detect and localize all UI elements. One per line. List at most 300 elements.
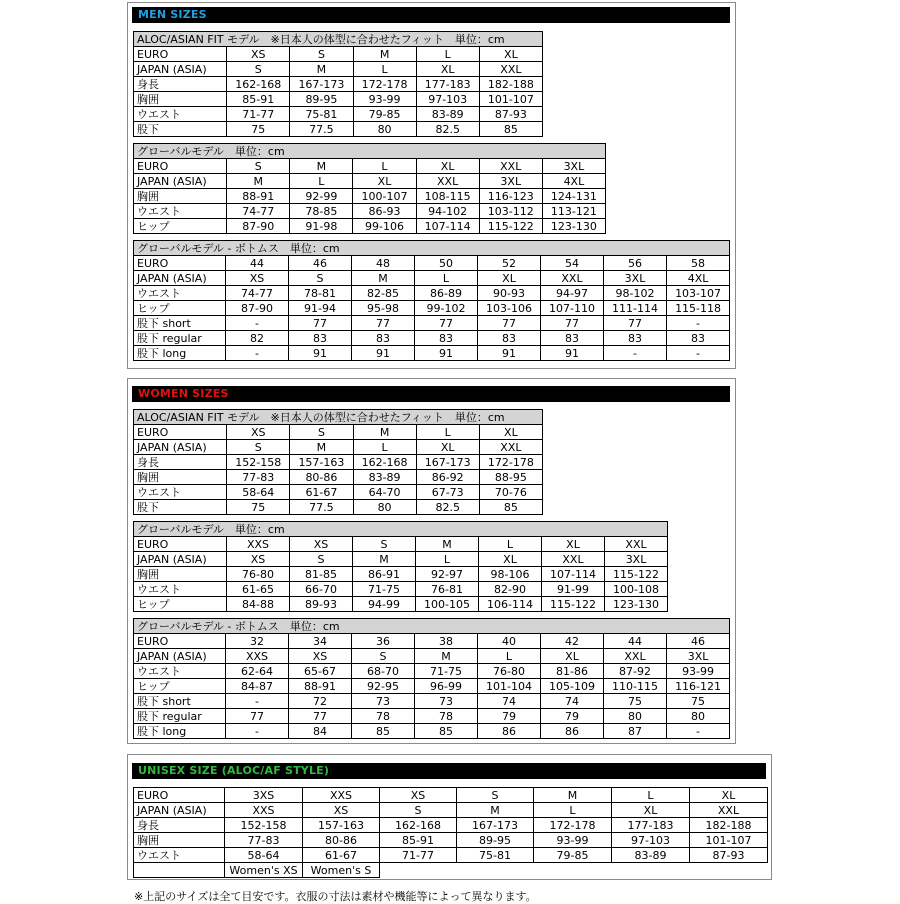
table-row (134, 709, 730, 724)
table-cell: M (416, 537, 479, 552)
table-row (134, 122, 543, 137)
row-label: JAPAN (ASIA) (134, 62, 227, 77)
table-title-row (134, 144, 606, 159)
table-cell: 68-70 (352, 664, 415, 679)
table-cell: 90-93 (478, 286, 541, 301)
table-cell: 162-168 (353, 455, 416, 470)
table-cell: 85-91 (227, 92, 290, 107)
table-cell: 89-95 (457, 833, 534, 848)
table-cell: 172-178 (479, 455, 542, 470)
table-cell: XXS (303, 788, 380, 803)
table-cell: 83 (415, 331, 478, 346)
row-label: ヒップ (134, 301, 226, 316)
table-cell: XL (353, 174, 416, 189)
table-cell: 80-86 (303, 833, 380, 848)
table-cell: 79 (541, 709, 604, 724)
row-label: 身長 (134, 818, 225, 833)
table-cell: 167-173 (457, 818, 534, 833)
table-cell: - (667, 346, 730, 361)
men-bottoms-table (133, 240, 730, 361)
table-cell: 4XL (542, 174, 605, 189)
women-aloc-table (133, 409, 543, 515)
table-cell: 111-114 (604, 301, 667, 316)
table-cell: 84-87 (226, 679, 289, 694)
table-cell: 38 (415, 634, 478, 649)
table-cell: XL (612, 803, 690, 818)
table-cell: 97-103 (612, 833, 690, 848)
table-cell: 73 (352, 694, 415, 709)
table-cell: 87-90 (227, 219, 290, 234)
women-global-table (133, 521, 668, 612)
table-cell: M (227, 174, 290, 189)
table-row (134, 455, 543, 470)
table-cell: 52 (478, 256, 541, 271)
table-cell: 91 (541, 346, 604, 361)
table-cell: 34 (289, 634, 352, 649)
row-label: 身長 (134, 455, 227, 470)
table-cell: 58 (667, 256, 730, 271)
table-title-row (134, 410, 543, 425)
table-cell: 79-85 (353, 107, 416, 122)
table-cell: 79-85 (534, 848, 612, 863)
table-cell: XS (226, 271, 289, 286)
table-cell: XXL (605, 537, 668, 552)
table-cell: 98-102 (604, 286, 667, 301)
table-row (134, 679, 730, 694)
row-label: ウエスト (134, 848, 225, 863)
table-cell: 77.5 (290, 122, 353, 137)
table-cell: 91-99 (542, 582, 605, 597)
table-row (134, 331, 730, 346)
table-cell: 172-178 (353, 77, 416, 92)
table-cell: L (416, 425, 479, 440)
table-cell: 100-108 (605, 582, 668, 597)
table-cell: 44 (604, 634, 667, 649)
table-cell: XS (290, 537, 353, 552)
table-cell: 78 (352, 709, 415, 724)
table-cell: 82.5 (416, 500, 479, 515)
table-cell: - (226, 316, 289, 331)
table-cell: S (289, 271, 352, 286)
table-title-row (134, 241, 730, 256)
table-cell: 91-98 (290, 219, 353, 234)
table-cell: 85-91 (380, 833, 457, 848)
table-cell: L (353, 159, 416, 174)
table-title: グローバルモデル 単位：cm (134, 522, 668, 537)
table-cell: 77 (226, 709, 289, 724)
table-cell: L (416, 552, 479, 567)
table-cell: 91-94 (289, 301, 352, 316)
table-cell: 71-75 (415, 664, 478, 679)
table-cell: 58-64 (227, 485, 290, 500)
table-cell: L (479, 537, 542, 552)
row-label: 胸囲 (134, 189, 227, 204)
row-label: ウエスト (134, 485, 227, 500)
table-cell: L (416, 47, 479, 62)
table-cell: 83-89 (353, 470, 416, 485)
table-cell: 80 (667, 709, 730, 724)
row-label: ヒップ (134, 679, 226, 694)
table-cell: 88-91 (227, 189, 290, 204)
table-cell: 82 (226, 331, 289, 346)
table-cell: 177-183 (612, 818, 690, 833)
table-cell: 32 (226, 634, 289, 649)
table-cell: M (415, 649, 478, 664)
table-cell: 103-112 (479, 204, 542, 219)
table-row (134, 440, 543, 455)
row-label: 胸囲 (134, 92, 227, 107)
table-cell: XS (303, 803, 380, 818)
table-cell: 91 (415, 346, 478, 361)
table-cell: 80-86 (290, 470, 353, 485)
table-cell: 92-99 (290, 189, 353, 204)
table-cell: 107-110 (541, 301, 604, 316)
table-cell: 91 (289, 346, 352, 361)
row-label: EURO (134, 47, 227, 62)
table-cell: XS (289, 649, 352, 664)
table-cell: 75 (227, 122, 290, 137)
table-cell: 105-109 (541, 679, 604, 694)
table-cell: L (353, 62, 416, 77)
table-cell: S (227, 159, 290, 174)
table-cell: 78 (415, 709, 478, 724)
table-cell: S (227, 62, 290, 77)
table-cell: 83-89 (612, 848, 690, 863)
table-cell: - (667, 316, 730, 331)
table-cell: XXL (479, 62, 542, 77)
row-label: 股下 regular (134, 709, 226, 724)
table-cell: 157-163 (290, 455, 353, 470)
table-cell: 77 (289, 316, 352, 331)
table-cell: 87-92 (604, 664, 667, 679)
table-title-row (134, 619, 730, 634)
table-cell: 107-114 (542, 567, 605, 582)
table-cell: 88-91 (289, 679, 352, 694)
table-cell: 77 (289, 709, 352, 724)
table-cell: 86-89 (415, 286, 478, 301)
table-cell: L (612, 788, 690, 803)
empty-cell (612, 863, 690, 878)
table-title: グローバルモデル 単位：cm (134, 144, 606, 159)
table-cell: XXL (541, 271, 604, 286)
table-cell: 65-67 (289, 664, 352, 679)
table-cell: XL (479, 552, 542, 567)
table-cell: 4XL (667, 271, 730, 286)
table-cell: 77 (478, 316, 541, 331)
table-cell: 96-99 (415, 679, 478, 694)
table-cell: 54 (541, 256, 604, 271)
row-label: 胸囲 (134, 833, 225, 848)
unisex-size-header: UNISEX SIZE (ALOC/AF STYLE) (132, 763, 766, 779)
men-sizes-header: MEN SIZES (132, 7, 730, 23)
table-cell: 82.5 (416, 122, 479, 137)
table-cell: 74 (478, 694, 541, 709)
table-cell: 87-90 (226, 301, 289, 316)
table-cell: M (352, 271, 415, 286)
table-cell: 74 (541, 694, 604, 709)
table-cell: 71-77 (380, 848, 457, 863)
table-cell: 62-64 (226, 664, 289, 679)
table-cell: - (226, 346, 289, 361)
table-cell: 101-107 (479, 92, 542, 107)
table-cell: 107-114 (416, 219, 479, 234)
table-cell: XL (416, 62, 479, 77)
table-cell: L (478, 649, 541, 664)
table-cell: M (290, 62, 353, 77)
table-cell: S (353, 537, 416, 552)
table-cell: 77 (415, 316, 478, 331)
table-cell: S (290, 552, 353, 567)
table-cell: 110-115 (604, 679, 667, 694)
table-row (134, 256, 730, 271)
table-cell: 81-85 (290, 567, 353, 582)
table-cell: 75-81 (457, 848, 534, 863)
table-cell: 77-83 (227, 470, 290, 485)
table-title-row (134, 522, 668, 537)
table-title: グローバルモデル - ボトムス 単位：cm (134, 619, 730, 634)
table-cell: 162-168 (227, 77, 290, 92)
table-cell: 72 (289, 694, 352, 709)
table-cell: 83-89 (416, 107, 479, 122)
table-cell: 101-107 (690, 833, 768, 848)
empty-cell (690, 863, 768, 878)
table-cell: 83 (352, 331, 415, 346)
table-cell: S (290, 47, 353, 62)
table-cell: 182-188 (479, 77, 542, 92)
table-row (134, 500, 543, 515)
table-row (134, 694, 730, 709)
table-cell: 162-168 (380, 818, 457, 833)
table-row (134, 47, 543, 62)
table-cell: 58-64 (225, 848, 303, 863)
row-label: JAPAN (ASIA) (134, 552, 227, 567)
table-cell: 77 (604, 316, 667, 331)
unisex-table (133, 787, 768, 878)
table-cell: 97-103 (416, 92, 479, 107)
row-label: ウエスト (134, 286, 226, 301)
table-row (134, 818, 768, 833)
table-cell: 177-183 (416, 77, 479, 92)
table-row (134, 92, 543, 107)
table-cell: 83 (289, 331, 352, 346)
table-cell: 78-85 (290, 204, 353, 219)
table-cell: 86 (478, 724, 541, 739)
table-cell: 76-81 (416, 582, 479, 597)
table-cell: S (457, 788, 534, 803)
table-row (134, 485, 543, 500)
row-label (134, 863, 225, 878)
table-cell: 85 (479, 500, 542, 515)
table-cell: 82-90 (479, 582, 542, 597)
table-cell: 3XS (225, 788, 303, 803)
table-cell: 94-102 (416, 204, 479, 219)
table-row (134, 848, 768, 863)
table-row (134, 189, 606, 204)
table-cell: 76-80 (227, 567, 290, 582)
row-label: ウエスト (134, 107, 227, 122)
table-cell: XL (478, 271, 541, 286)
table-cell: 91 (352, 346, 415, 361)
table-cell: 36 (352, 634, 415, 649)
table-cell: 77-83 (225, 833, 303, 848)
table-cell: 167-173 (290, 77, 353, 92)
table-cell: M (457, 803, 534, 818)
table-cell: 80 (353, 122, 416, 137)
table-cell: 3XL (605, 552, 668, 567)
table-title: ALOC/ASIAN FIT モデル ※日本人の体型に合わせたフィット 単位：cm (134, 32, 543, 47)
table-cell: 84 (289, 724, 352, 739)
table-row (134, 664, 730, 679)
table-cell: 152-158 (225, 818, 303, 833)
table-cell: 89-93 (290, 597, 353, 612)
table-cell: 103-107 (667, 286, 730, 301)
table-cell: 84-88 (227, 597, 290, 612)
row-label: 股下 (134, 500, 227, 515)
table-row (134, 316, 730, 331)
table-cell: 46 (289, 256, 352, 271)
table-cell: M (290, 440, 353, 455)
table-cell: 76-80 (478, 664, 541, 679)
table-cell: 115-122 (542, 597, 605, 612)
table-cell: 101-104 (478, 679, 541, 694)
table-cell: 87-93 (479, 107, 542, 122)
table-cell: 50 (415, 256, 478, 271)
table-cell: 80 (604, 709, 667, 724)
row-label: 股下 regular (134, 331, 226, 346)
table-cell: Women's XS (225, 863, 303, 878)
table-cell: 86 (541, 724, 604, 739)
table-cell: XL (479, 425, 542, 440)
table-cell: 86-93 (353, 204, 416, 219)
table-title: グローバルモデル - ボトムス 単位：cm (134, 241, 730, 256)
table-cell: 152-158 (227, 455, 290, 470)
table-cell: 3XL (604, 271, 667, 286)
row-label: 胸囲 (134, 567, 227, 582)
table-cell: 71-75 (353, 582, 416, 597)
table-row (134, 174, 606, 189)
row-label: 股下 short (134, 694, 226, 709)
table-cell: 85 (479, 122, 542, 137)
table-cell: - (604, 346, 667, 361)
table-row (134, 863, 768, 878)
row-label: JAPAN (ASIA) (134, 174, 227, 189)
table-cell: 167-173 (416, 455, 479, 470)
row-label: ヒップ (134, 597, 227, 612)
table-cell: 116-123 (479, 189, 542, 204)
table-cell: 87-93 (690, 848, 768, 863)
table-cell: S (290, 425, 353, 440)
row-label: JAPAN (ASIA) (134, 803, 225, 818)
row-label: 股下 short (134, 316, 226, 331)
table-cell: 74-77 (227, 204, 290, 219)
table-cell: 93-99 (353, 92, 416, 107)
table-title: ALOC/ASIAN FIT モデル ※日本人の体型に合わせたフィット 単位：cm (134, 410, 543, 425)
table-cell: XL (690, 788, 768, 803)
table-cell: 64-70 (353, 485, 416, 500)
table-cell: - (226, 724, 289, 739)
table-cell: 71-77 (227, 107, 290, 122)
men-aloc-table (133, 31, 543, 137)
row-label: JAPAN (ASIA) (134, 271, 226, 286)
table-cell: 81-86 (541, 664, 604, 679)
table-row (134, 552, 668, 567)
table-cell: 98-106 (479, 567, 542, 582)
table-cell: XXL (604, 649, 667, 664)
table-cell: L (353, 440, 416, 455)
table-cell: 77 (541, 316, 604, 331)
table-cell: XXL (690, 803, 768, 818)
row-label: EURO (134, 788, 225, 803)
table-cell: S (352, 649, 415, 664)
table-cell: M (353, 552, 416, 567)
table-cell: 61-67 (290, 485, 353, 500)
table-cell: 83 (667, 331, 730, 346)
table-cell: 87 (604, 724, 667, 739)
table-cell: M (534, 788, 612, 803)
empty-cell (534, 863, 612, 878)
table-cell: 116-121 (667, 679, 730, 694)
table-cell: 115-122 (479, 219, 542, 234)
table-cell: 86-92 (416, 470, 479, 485)
table-cell: 66-70 (290, 582, 353, 597)
women-bottoms-table (133, 618, 730, 739)
table-cell: XXL (479, 440, 542, 455)
table-cell: 67-73 (416, 485, 479, 500)
table-cell: 80 (353, 500, 416, 515)
table-cell: 83 (478, 331, 541, 346)
table-cell: 40 (478, 634, 541, 649)
table-cell: 92-95 (352, 679, 415, 694)
table-cell: 83 (541, 331, 604, 346)
table-cell: 100-107 (353, 189, 416, 204)
table-cell: 44 (226, 256, 289, 271)
table-cell: 94-99 (353, 597, 416, 612)
table-cell: 103-106 (478, 301, 541, 316)
table-cell: 124-131 (542, 189, 605, 204)
table-cell: 61-65 (227, 582, 290, 597)
row-label: ウエスト (134, 664, 226, 679)
table-cell: 77 (352, 316, 415, 331)
table-row (134, 159, 606, 174)
table-row (134, 219, 606, 234)
table-cell: L (290, 174, 353, 189)
table-cell: 93-99 (534, 833, 612, 848)
table-cell: 108-115 (416, 189, 479, 204)
table-cell: 88-95 (479, 470, 542, 485)
table-cell: 123-130 (605, 597, 668, 612)
table-row (134, 62, 543, 77)
row-label: JAPAN (ASIA) (134, 649, 226, 664)
table-cell: XL (542, 537, 605, 552)
table-cell: M (353, 47, 416, 62)
table-cell: 75 (227, 500, 290, 515)
table-cell: 42 (541, 634, 604, 649)
table-cell: 75-81 (290, 107, 353, 122)
row-label: 股下 (134, 122, 227, 137)
table-cell: 94-97 (541, 286, 604, 301)
table-cell: 99-106 (353, 219, 416, 234)
table-cell: 85 (352, 724, 415, 739)
table-cell: L (415, 271, 478, 286)
table-cell: 123-130 (542, 219, 605, 234)
table-cell: 182-188 (690, 818, 768, 833)
footnote: ※上記のサイズは全て目安です。衣服の寸法は素材や機能等によって異なります。 (134, 890, 537, 903)
table-cell: 172-178 (534, 818, 612, 833)
row-label: EURO (134, 537, 227, 552)
empty-cell (380, 863, 457, 878)
table-row (134, 286, 730, 301)
table-cell: XS (227, 552, 290, 567)
